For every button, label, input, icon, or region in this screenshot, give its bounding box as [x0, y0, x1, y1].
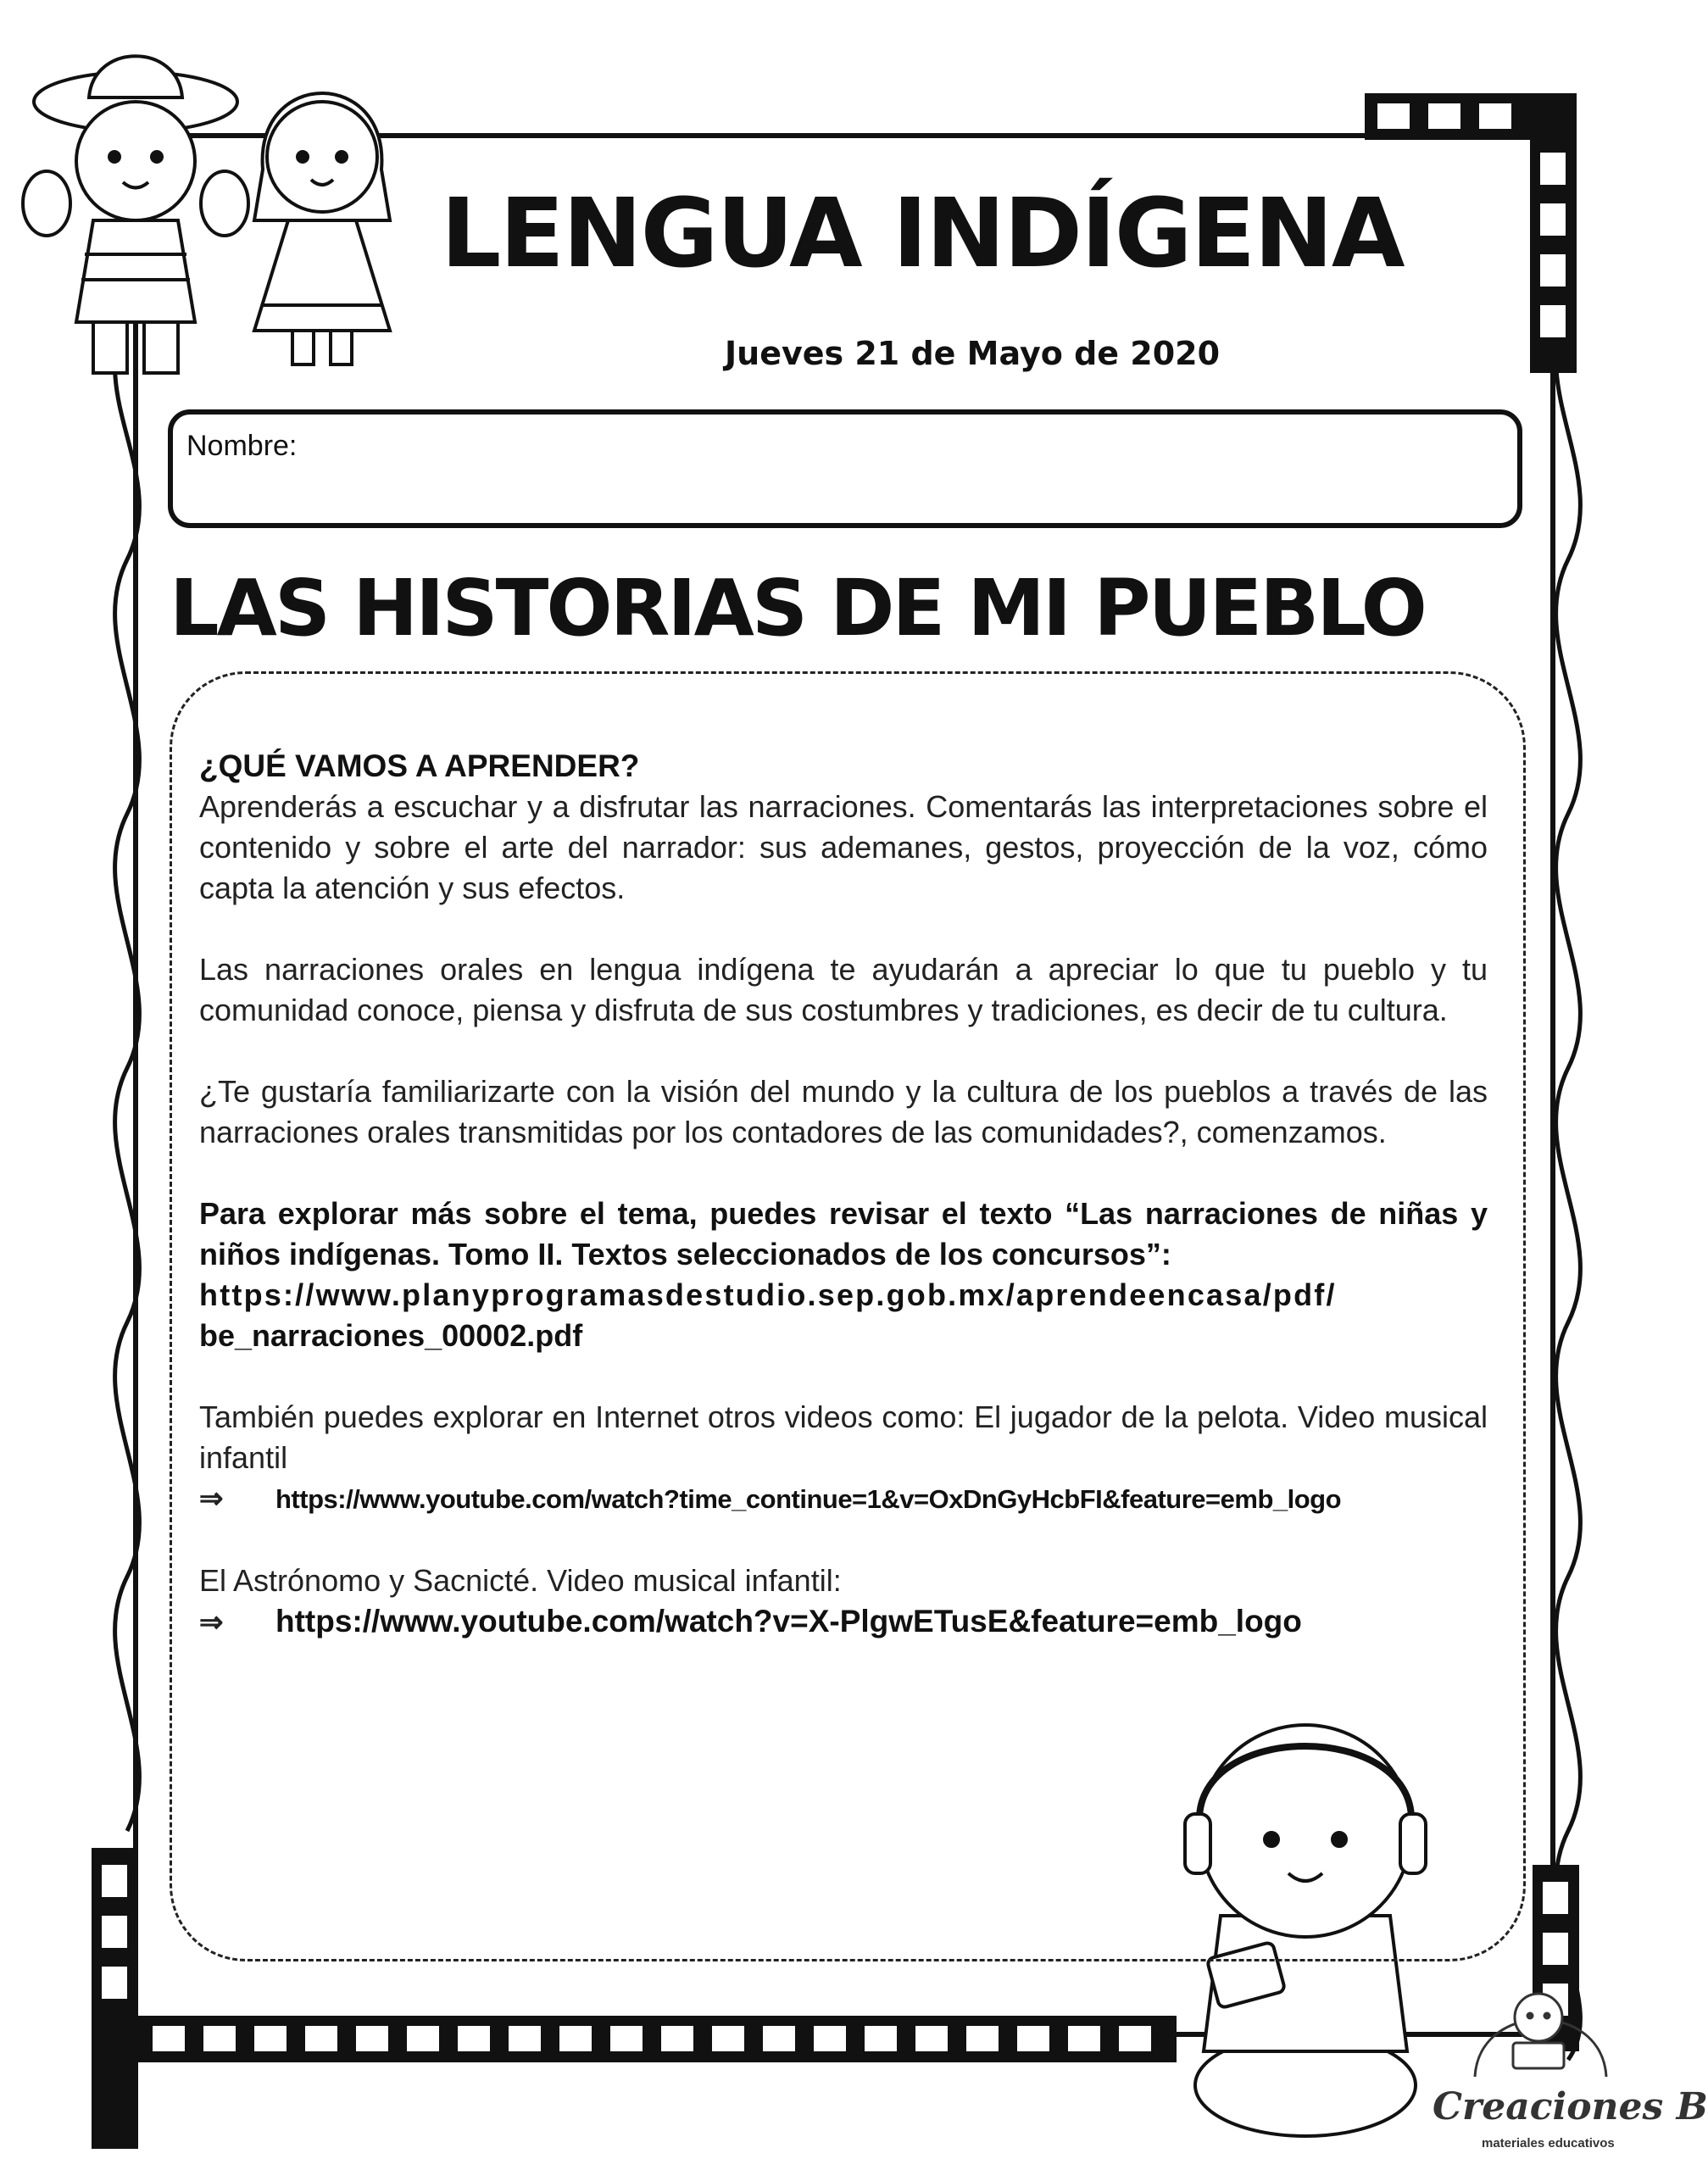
- page-date: Jueves 21 de Mayo de 2020: [725, 335, 1221, 372]
- paragraph-6: El Astrónomo y Sacnicté. Video musical infantil:: [199, 1563, 842, 1598]
- content-body: [199, 746, 1488, 1643]
- brand-name: Creaciones B: [1433, 2085, 1708, 2128]
- wavy-border-right: [1556, 305, 1581, 2060]
- paragraph-4-url-line-2: be_narraciones_00002.pdf: [199, 1318, 583, 1353]
- arrow-right-icon: ⇒: [199, 1606, 224, 1639]
- link-2-row: [199, 1601, 1488, 1643]
- brand-logo-mark: [1475, 1994, 1606, 2077]
- arrow-right-icon: ⇒: [199, 1483, 224, 1515]
- girl-illustration: [254, 93, 390, 364]
- paragraph-3: ¿Te gustaría familiarizarte con la visión del mundo y la cultura de los pueblos a través de las narraciones orales transmitidas por los contadores de las comunidades?, comenzamos.: [199, 1074, 1488, 1149]
- video-link-2[interactable]: https://www.youtube.com/watch?v=X-PlgwETusE&feature=emb_logo: [275, 1604, 1302, 1639]
- main-heading: LAS HISTORIAS DE MI PUEBLO: [170, 563, 1425, 654]
- paragraph-4-intro: Para explorar más sobre el tema, puedes revisar el texto “Las narraciones de niñas y niños indígenas. Tomo II. Textos seleccionados de los concursos”:: [199, 1196, 1488, 1271]
- paragraph-5: También puedes explorar en Internet otros videos como: El jugador de la pelota. Video musical infantil: [199, 1399, 1488, 1475]
- page-title: LENGUA INDÍGENA: [441, 179, 1404, 289]
- name-field[interactable]: [168, 409, 1522, 528]
- paragraph-2: Las narraciones orales en lengua indígena te ayudarán a apreciar lo que tu pueblo y tu comunidad conoce, piensa y disfruta de sus costumbres y tradiciones, es decir de tu cultura.: [199, 952, 1488, 1027]
- paragraph-4-url-line-1: https://www.planyprogramasdestudio.sep.gob.mx/aprendeencasa/pdf/: [199, 1277, 1337, 1312]
- brand-subtitle: materiales educativos: [1482, 2136, 1615, 2151]
- name-field-label: Nombre:: [186, 430, 298, 462]
- video-link-1[interactable]: https://www.youtube.com/watch?time_continue=1&v=OxDnGyHcbFI&feature=emb_logo: [275, 1484, 1342, 1514]
- section-subheading: ¿QUÉ VAMOS A APRENDER?: [199, 748, 640, 783]
- paragraph-1: Aprenderás a escuchar y a disfrutar las narraciones. Comentarás las interpretaciones sobre el contenido y sobre el arte del narrador: sus ademanes, gestos, proyección de la voz, cómo capta la atención y sus efectos.: [199, 789, 1488, 905]
- link-1-row: [199, 1478, 1488, 1520]
